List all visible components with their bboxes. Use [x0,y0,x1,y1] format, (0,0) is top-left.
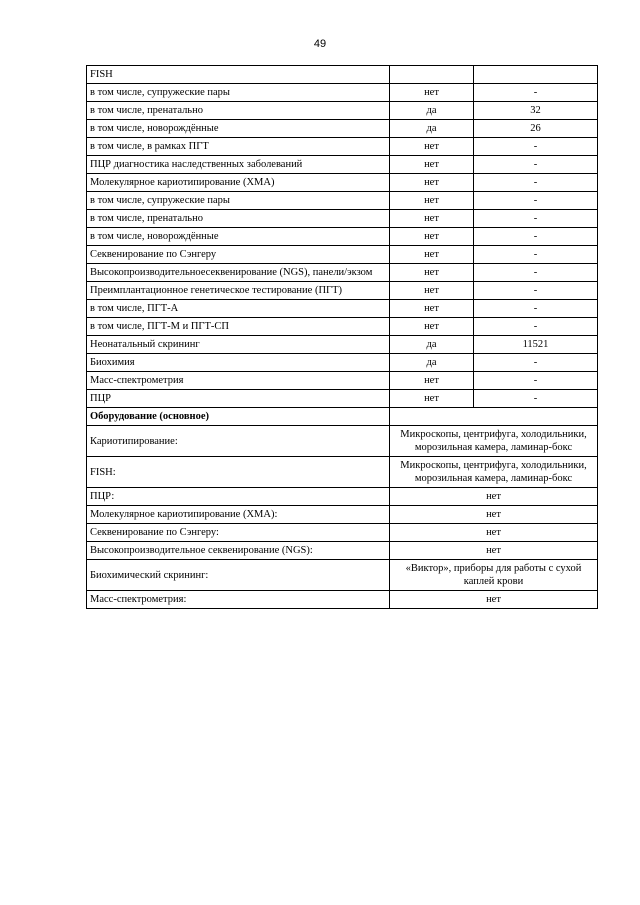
row-label: в том числе, ПГТ-М и ПГТ-СП [87,318,390,336]
row-label: ПЦР [87,390,390,408]
equipment-label: Молекулярное кариотипирование (ХМА): [87,506,390,524]
row-label: FISH [87,66,390,84]
table-row [87,156,598,174]
row-extra [474,66,598,84]
row-value: нет [390,228,474,246]
equipment-value: нет [390,506,598,524]
row-value: нет [390,282,474,300]
equipment-label: FISH: [87,457,390,488]
row-extra: 11521 [474,336,598,354]
equipment-value: «Виктор», приборы для работы с сухой каплей крови [390,560,598,591]
equipment-label: Кариотипирование: [87,426,390,457]
equipment-value: нет [390,591,598,609]
row-label: в том числе, пренатально [87,102,390,120]
table-row [87,192,598,210]
table-row [87,354,598,372]
row-extra: 26 [474,120,598,138]
row-label: в том числе, супружеские пары [87,192,390,210]
equipment-label: Масс-спектрометрия: [87,591,390,609]
empty-cell [390,408,598,426]
table-row [87,372,598,390]
row-extra: - [474,138,598,156]
table-row [87,174,598,192]
row-extra: - [474,174,598,192]
table-row [87,210,598,228]
equipment-row [87,488,598,506]
equipment-label: Биохимический скрининг: [87,560,390,591]
table-row [87,318,598,336]
row-value: нет [390,300,474,318]
table-row [87,102,598,120]
row-extra: 32 [474,102,598,120]
equipment-value: нет [390,542,598,560]
equipment-row [87,426,598,457]
table-row [87,282,598,300]
row-extra: - [474,354,598,372]
table-row [87,264,598,282]
row-extra: - [474,246,598,264]
row-extra: - [474,390,598,408]
row-extra: - [474,300,598,318]
equipment-value: Микроскопы, центрифуга, холодильники, морозильная камера, ламинар-бокс [390,457,598,488]
row-label: ПЦР диагностика наследственных заболеваний [87,156,390,174]
row-value: нет [390,390,474,408]
equipment-row [87,506,598,524]
row-extra: - [474,156,598,174]
table-row [87,66,598,84]
document-table [86,65,598,609]
equipment-label: Секвенирование по Сэнгеру: [87,524,390,542]
row-extra: - [474,228,598,246]
row-label: Преимплантационное генетическое тестирование (ПГТ) [87,282,390,300]
row-label: в том числе, пренатально [87,210,390,228]
row-value: нет [390,174,474,192]
row-value: нет [390,138,474,156]
equipment-row [87,591,598,609]
equipment-row [87,457,598,488]
table-row [87,228,598,246]
row-label: Секвенирование по Сэнгеру [87,246,390,264]
row-value: да [390,120,474,138]
row-extra: - [474,210,598,228]
equipment-value: нет [390,488,598,506]
row-value: нет [390,264,474,282]
page-number: 49 [313,38,327,50]
equipment-row [87,524,598,542]
row-label: Неонатальный скрининг [87,336,390,354]
equipment-value: Микроскопы, центрифуга, холодильники, морозильная камера, ламинар-бокс [390,426,598,457]
row-extra: - [474,264,598,282]
row-extra: - [474,372,598,390]
row-value: нет [390,372,474,390]
row-label: в том числе, в рамках ПГТ [87,138,390,156]
table-row [87,138,598,156]
section-heading-row [87,408,598,426]
table-row [87,246,598,264]
row-value: нет [390,210,474,228]
equipment-row [87,542,598,560]
equipment-row [87,560,598,591]
row-value: да [390,102,474,120]
row-value: да [390,336,474,354]
row-value: нет [390,84,474,102]
row-label: в том числе, новорождённые [87,120,390,138]
section-heading: Оборудование (основное) [87,408,390,426]
row-label: Масс-спектрометрия [87,372,390,390]
table-row [87,336,598,354]
row-value [390,66,474,84]
row-label: в том числе, ПГТ-А [87,300,390,318]
row-extra: - [474,192,598,210]
equipment-label: Высокопроизводительное секвенирование (NGS): [87,542,390,560]
row-value: да [390,354,474,372]
table-row [87,390,598,408]
row-value: нет [390,156,474,174]
row-label: Высокопроизводительноесеквенирование (NGS), панели/экзом [87,264,390,282]
row-value: нет [390,318,474,336]
row-value: нет [390,246,474,264]
row-extra: - [474,282,598,300]
equipment-value: нет [390,524,598,542]
table-row [87,84,598,102]
row-label: в том числе, новорождённые [87,228,390,246]
row-extra: - [474,84,598,102]
row-extra: - [474,318,598,336]
row-label: Биохимия [87,354,390,372]
table-row [87,120,598,138]
row-label: Молекулярное кариотипирование (ХМА) [87,174,390,192]
row-value: нет [390,192,474,210]
table-row [87,300,598,318]
equipment-label: ПЦР: [87,488,390,506]
row-label: в том числе, супружеские пары [87,84,390,102]
